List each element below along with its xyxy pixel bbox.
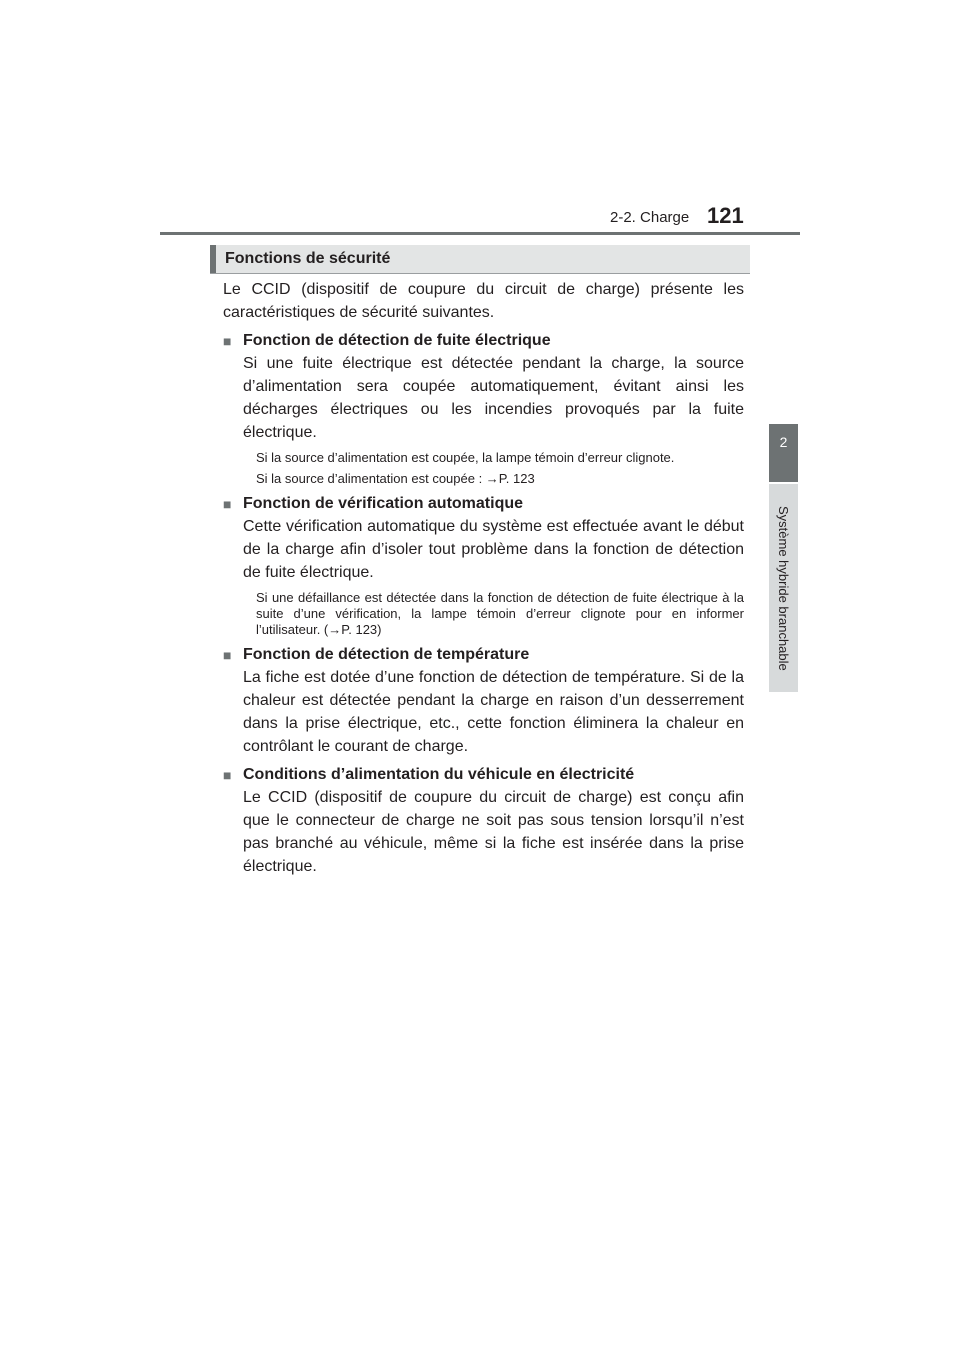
item-temperature-detection [223,644,744,758]
chapter-tab [769,424,798,482]
item-text: Cette vérification automatique du système est effectuée avant le début de la charge afin d’isoler tout problème dans la fonction de détection de fuite électrique. [243,518,744,581]
intro-paragraph: Le CCID (dispositif de coupure du circuit de charge) présente les caractéristiques de sécurité suivantes. [223,281,744,321]
item-auto-check [223,493,744,638]
square-bullet-icon: ■ [223,333,232,349]
chapter-number: 2 [779,434,788,450]
square-bullet-icon: ■ [223,647,232,663]
item-note: Si une défaillance est détectée dans la fonction de détection de fuite électrique à la suite d’une vérification, la lampe témoin d’erreur clignote pour en informer l’utilisateur. (→P. 123) [256,590,744,637]
item-note: Si la source d’alimentation est coupée, la lampe témoin d’erreur clignote. [256,450,675,465]
square-bullet-icon: ■ [223,496,232,512]
item-power-conditions [223,764,744,878]
item-title-text: Conditions d’alimentation du véhicule en électricité [243,766,635,783]
section-heading [210,245,750,274]
item-leak-detection [223,330,744,487]
item-title [223,764,744,786]
item-note: Si la source d’alimentation est coupée : →P. 123 [256,471,535,486]
square-bullet-icon: ■ [223,767,232,783]
section-label: 2-2. Charge [610,209,690,226]
section-heading-text: Fonctions de sécurité [225,250,391,267]
item-title-text: Fonction de détection de température [243,646,530,663]
item-title [223,330,744,352]
item-text: Le CCID (dispositif de coupure du circuit de charge) est conçu afin que le connecteur de charge ne soit pas sous tension lorsqu’il n’est pas branché au véhicule, même si la fiche est insérée dans la prise électrique. [243,789,744,875]
item-text: Si une fuite électrique est détectée pendant la charge, la source d’alimentation sera coupée automatiquement, évitant ainsi les décharges électriques ou les incendies provoqués par la fuite électrique. [243,355,744,441]
page-number: 121 [707,203,744,228]
item-title [223,493,744,515]
heading-marker [210,245,216,273]
item-title [223,644,744,666]
item-title-text: Fonction de détection de fuite électrique [243,332,551,349]
content-body [223,278,744,878]
header-rule [160,232,800,235]
item-title-text: Fonction de vérification automatique [243,495,524,512]
chapter-title: Système hybride branchable [776,505,791,671]
item-text: La fiche est dotée d’une fonction de détection de température. Si de la chaleur est détectée pendant la charge en raison d’un desserrement dans la prise électrique, etc., cette fonction éliminera la chaleur en contrôlant le courant de charge. [243,669,744,755]
